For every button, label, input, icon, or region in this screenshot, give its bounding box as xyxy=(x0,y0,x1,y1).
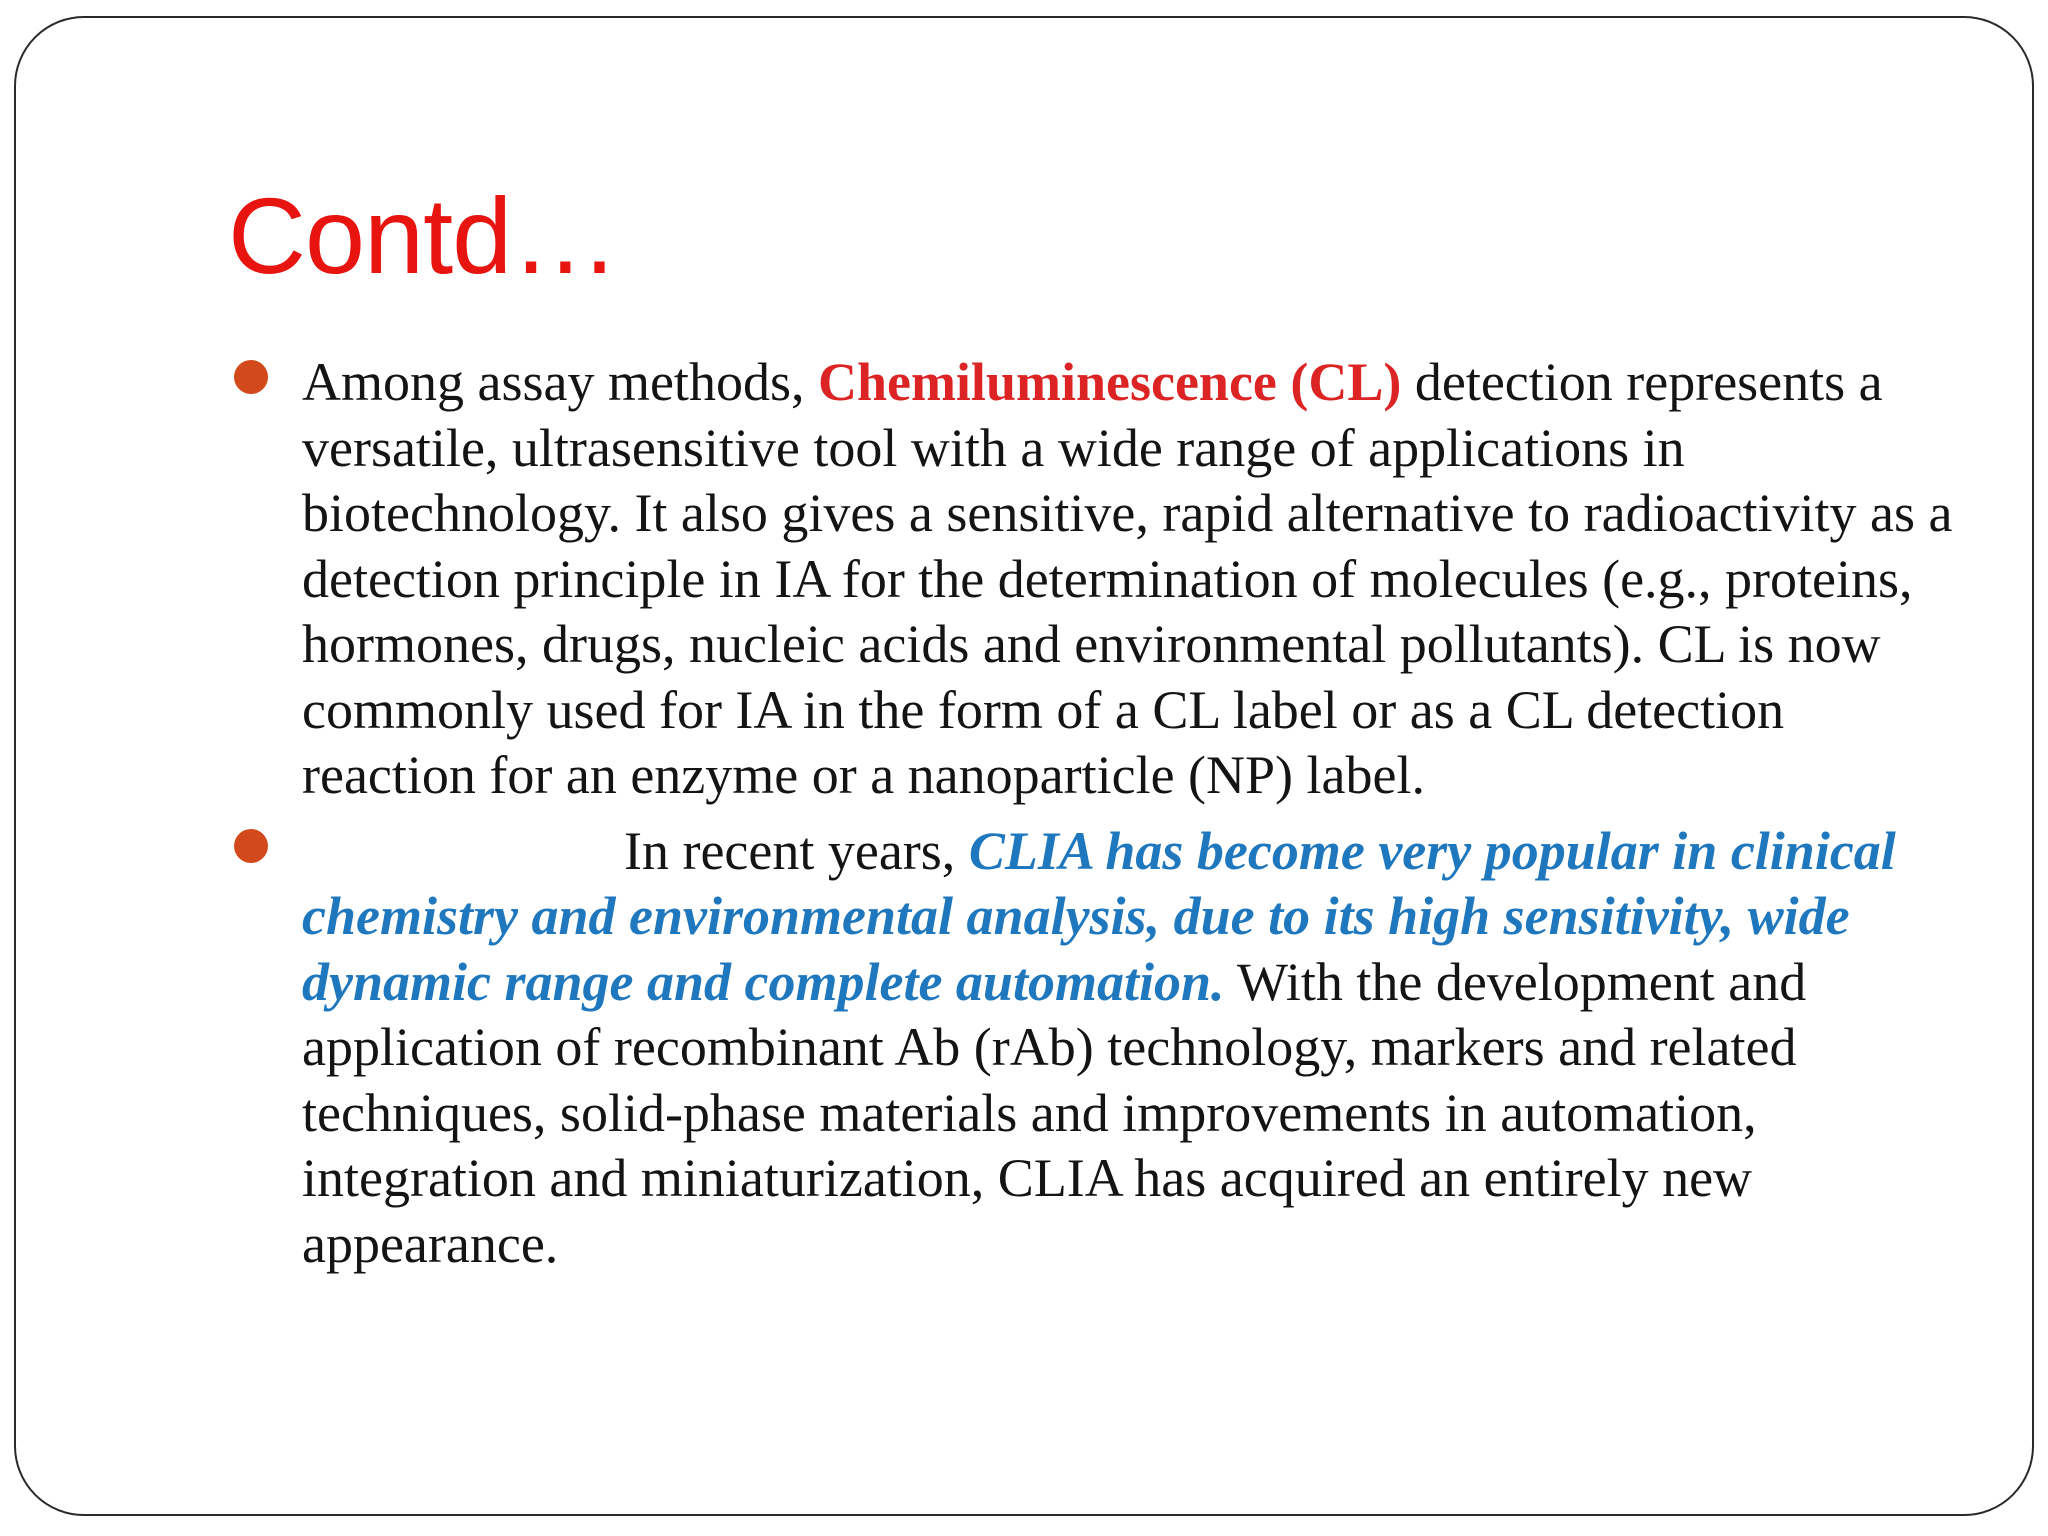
highlight-clia-popular: CLIA has become very popular in clinical chemistry and environmental analysis, due to its high sensitivity, wide dynamic range and complete automation. xyxy=(302,820,1896,1012)
bullet-item-clia xyxy=(222,819,1962,1278)
bullet-text-lead: Among assay methods, xyxy=(302,352,818,412)
bullet-text-lead: In recent years, xyxy=(624,820,969,881)
bullet-item-chemiluminescence xyxy=(222,350,1962,809)
bullet-text-rest: detection represents a versatile, ultrasensitive tool with a wide range of applications in biotechnology. It also gives a sensitive, rapid alternative to radioactivity as a detection principle in IA for the determination of molecules (e.g., proteins, hormones, drugs, nucleic acids and environmental pollutants). CL is now commonly used for IA in the form of a CL label or as a CL detection reaction for an enzyme or a nanoparticle (NP) label. xyxy=(302,352,1953,805)
slide-title: Contd… xyxy=(228,175,619,296)
bullet-dot-icon xyxy=(234,360,268,394)
highlight-chemiluminescence: Chemiluminescence (CL) xyxy=(817,352,1402,412)
bullet-text-rest: With the development and application of recombinant Ab (rAb) technology, markers and related techniques, solid-phase materials and improvements in automation, integration and miniaturization, CLIA has acquired an entirely new appearance. xyxy=(302,951,1807,1274)
bullet-dot-icon xyxy=(234,829,268,863)
slide xyxy=(14,16,2034,1516)
bullet-list xyxy=(222,350,1962,1277)
